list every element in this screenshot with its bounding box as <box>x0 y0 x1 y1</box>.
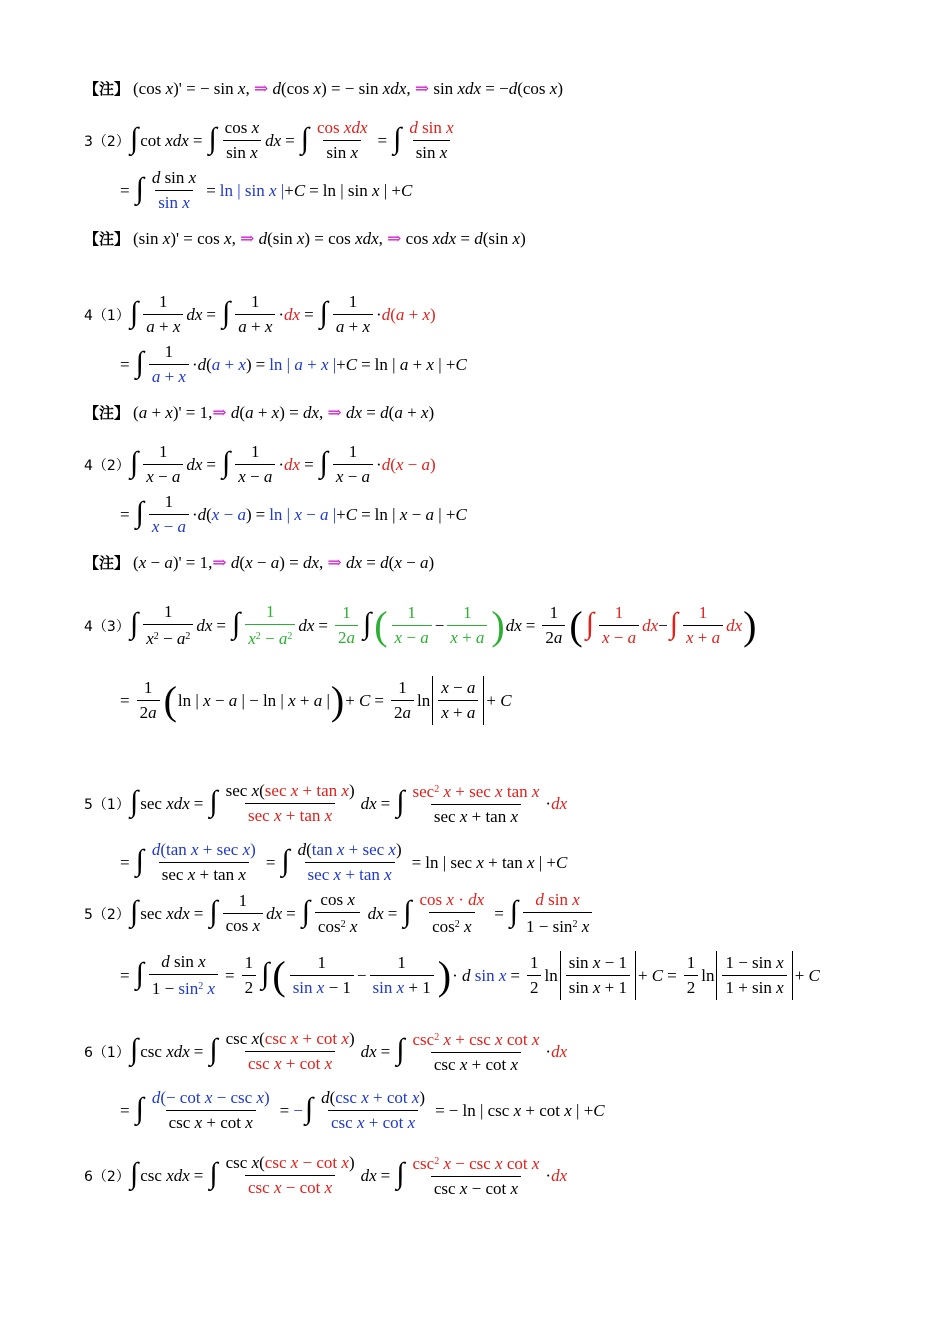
eq-3-2-line2: = ∫ $\frac{\text{d sin x}}{\text{sin x}}$ = ln | sin x | +C = ln | sin x | +C <box>116 166 412 215</box>
eq-4-2-line2: = ∫ $\frac{1}{x - a}$ ·d(x − a) = ln | x − a | +C = ln | x − a | +C <box>116 490 467 539</box>
eq-4-3-line2: = $\frac{1}{2a}$ ( ln | x − a | − ln | x + a | ) + C = $\frac{1}{2a}$ ln $\frac{x - a}{x + a}$ + C <box>116 676 512 725</box>
eq-5-1-line2: = ∫ $\frac{\text{d(tan x + sec x)}}{\text{sec x + tan x}}$ = ∫ $\frac{\text{d(tan x + sec x)}}{\text{sec x + tan x}}$ = ln | sec x + tan x | +C <box>116 838 567 887</box>
eq-4-3-line1: 4（3） ∫ $\frac{1}{x^2 - a^2}$ dx = ∫ $\frac{1}{x^2 - a^2}$ dx = $\frac{1}{2a}$ ∫ ( $\frac{1}{x - a}$ − $\frac{1}{x + a}$ ) dx = $\frac{1}{2a}$ ( ∫ $\frac{1}{x - a}$ dx − ∫ $\frac{1}{x + a}$ dx ) <box>84 600 757 651</box>
eq-4-2-line1: 4（2） ∫ $\frac{1}{x - a}$ dx = ∫ $\frac{1}{x - a}$ · dx = ∫ $\frac{1}{x - a}$ · d(x − a) <box>84 440 436 489</box>
eq-5-2-line1: 5（2） ∫ sec xdx = ∫ $\frac{1}{\text{cos x}}$ dx = ∫ $\frac{\text{cos x}}{\cos^2 x}$ dx = ∫ $\frac{\text{cos x · dx}}{\cos^2 x}$ = ∫ $\frac{\text{d sin x}}{1 - \sin^2 x}$ <box>84 888 595 939</box>
note-4: 【注】 (x − a)' = 1, ⇒ d(x − a) = dx, ⇒ dx = d(x − a) <box>84 552 435 572</box>
eq-5-2-line2: = ∫ $\frac{\text{d sin x}}{1 - \sin^2 x}$ = $\frac{1}{2}$ ∫ ( $\frac{1}{\text{sin x − 1}}$ − $\frac{1}{\text{sin x + 1}}$ ) · d sin x = $\frac{1}{2}$ ln $\frac{\text{sin x − 1}}{\text{sin x + 1}}$ + C = $\frac{1}{2}$ ln $\frac{\text{1 − sin x}}{\text{1 + sin x}}$ + C <box>116 950 820 1001</box>
note-label: 【注】 <box>84 80 130 98</box>
eq-3-2-line1: 3（2） ∫ cot xdx = ∫ $\frac{\text{cos x}}{\text{sin x}}$ dx = ∫ $\frac{\text{cos xdx}}{\text{sin x}}$ = ∫ $\frac{\text{d sin x}}{\text{sin x}}$ <box>84 116 460 165</box>
eq-6-1-line2: = ∫ $\frac{\text{d(− cot x − csc x)}}{\text{csc x + cot x}}$ = − ∫ $\frac{\text{d(csc x + cot x)}}{\text{csc x + cot x}}$ = − ln | csc x + cot x | +C <box>116 1086 605 1135</box>
eq-4-1-line2: = ∫ $\frac{1}{a + x}$ ·d(a + x) = ln | a + x | +C = ln | a + x | +C <box>116 340 467 389</box>
eq-6-1-line1: 6（1） ∫ csc xdx = ∫ $\frac{\text{csc x(csc x + cot x)}}{\text{csc x + cot x}}$ dx = ∫ $\frac{\csc^2 x + \csc x \cot x}{\text{csc x + cot x}}$ · dx <box>84 1026 567 1077</box>
eq-6-2-line1: 6（2） ∫ csc xdx = ∫ $\frac{\text{csc x(csc x − cot x)}}{\text{csc x − cot x}}$ dx = ∫ $\frac{\csc^2 x - \csc x \cot x}{\text{csc x − cot x}}$ · dx <box>84 1150 567 1201</box>
eq-5-1-line1: 5（1） ∫ sec xdx = ∫ $\frac{\text{sec x(sec x + tan x)}}{\text{sec x + tan x}}$ dx = ∫ $\frac{\sec^2 x + \sec x \tan x}{\text{sec x + tan x}}$ · dx <box>84 778 567 829</box>
problem-label: 3（2） <box>84 133 130 150</box>
eq-4-1-line1: 4（1） ∫ $\frac{1}{a + x}$ dx = ∫ $\frac{1}{a + x}$ · dx = ∫ $\frac{1}{a + x}$ · d(a + x) <box>84 290 436 339</box>
note-3: 【注】 (a + x)' = 1, ⇒ d(a + x) = dx, ⇒ dx = d(a + x) <box>84 402 435 422</box>
note-1: 【注】 (cos x)' = − sin x, ⇒ d(cos x) = − sin xdx, ⇒ sin xdx = −d(cos x) <box>84 78 564 98</box>
note-2: 【注】 (sin x)' = cos x, ⇒ d(sin x) = cos xdx, ⇒ cos xdx = d(sin x) <box>84 228 526 248</box>
